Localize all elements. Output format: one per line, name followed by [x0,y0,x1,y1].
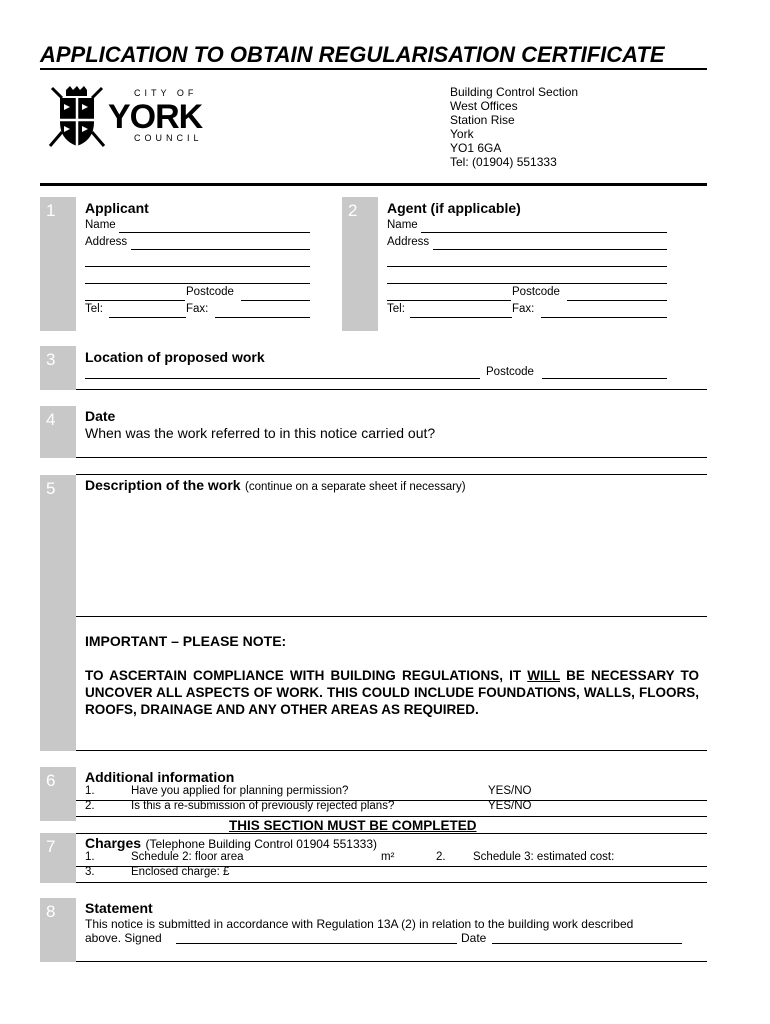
section-3-heading: Location of proposed work [85,349,265,365]
address-line: YO1 6GA [450,141,502,155]
agent-address-line-2[interactable] [387,254,667,267]
applicant-address-line-4[interactable] [85,288,185,301]
logo-york: YORK [108,98,203,136]
signature-field[interactable] [176,931,457,944]
location-postcode-field[interactable] [542,366,667,379]
description-area[interactable] [85,496,707,614]
agent-postcode-field[interactable] [567,288,667,301]
floor-area-unit: m² [381,851,395,863]
compliance-warning [85,667,699,718]
date-answer-field[interactable] [76,457,707,458]
signed-date-field[interactable] [492,931,682,944]
warning-text-1: TO ASCERTAIN COMPLIANCE WITH BUILDING REGULATIONS, IT [85,668,522,683]
info-item-1-text: Have you applied for planning permission? [131,785,349,797]
section-7-bottom-rule [76,882,707,883]
agent-postcode-label: Postcode [512,286,560,298]
section-6-bottom-rule [76,816,707,817]
agent-address-label: Address [387,236,430,248]
address-line: York [450,127,474,141]
enclosed-charge-field[interactable] [245,866,445,880]
section-8-bottom-rule [76,961,707,962]
floor-area-field[interactable] [262,851,380,865]
applicant-address-field[interactable] [131,237,310,250]
address-telephone: Tel: (01904) 551333 [450,155,557,169]
info-item-2-text: Is this a re-submission of previously rejected plans? [131,800,395,812]
must-complete-notice: THIS SECTION MUST BE COMPLETED [229,818,477,833]
section-2-heading: Agent (if applicable) [387,200,521,216]
section-5-note: (continue on a separate sheet if necessary) [245,481,466,493]
section-1-heading: Applicant [85,200,149,216]
signed-date-label: Date [461,931,487,945]
address-line: West Offices [450,99,518,113]
warning-text-2: BE NECESSARY TO UNCOVER ALL ASPECTS OF WORK. THIS COULD INCLUDE FOUNDATIONS, WALLS, FLOORS, ROOFS, DRAINAGE AND ANY OTHER AREAS AS REQUIRED. [85,668,699,717]
important-heading: IMPORTANT – PLEASE NOTE: [85,633,287,649]
resubmission-yes-no[interactable]: YES/NO [488,800,532,812]
signed-label: above. Signed [85,931,162,945]
agent-tel-field[interactable] [410,305,512,318]
agent-name-label: Name [387,219,418,231]
section-6-heading: Additional information [85,769,235,785]
city-of-york-logo [46,84,246,154]
floor-area-label: Schedule 2: floor area [131,851,244,863]
section-8-heading: Statement [85,900,153,916]
agent-address-line-3[interactable] [387,271,667,284]
section-7-top-rule [76,833,707,834]
section-5-number: 5 [40,475,76,751]
logo-council: COUNCIL [134,133,203,143]
page-title: APPLICATION TO OBTAIN REGULARISATION CERTIFICATE [40,42,665,67]
applicant-name-label: Name [85,219,116,231]
date-question: When was the work referred to in this notice carried out? [85,425,436,441]
location-field[interactable] [85,366,480,379]
applicant-fax-field[interactable] [215,305,310,318]
description-rule [76,616,707,617]
section-5-top-rule [76,474,707,475]
applicant-address-line-3[interactable] [85,271,310,284]
info-item-1-number: 1. [85,785,95,797]
section-2-number: 2 [342,197,378,331]
section-6-number: 6 [40,767,76,821]
section-5-heading-line [85,477,466,495]
section-3-number: 3 [40,346,76,390]
section-5-bottom-rule [76,750,707,751]
applicant-fax-label: Fax: [186,303,209,315]
address-line: Station Rise [450,113,515,127]
estimated-cost-label: Schedule 3: estimated cost: [473,851,615,863]
logo-city-of: CITY OF [134,88,198,98]
estimated-cost-field[interactable] [636,851,704,865]
applicant-postcode-field[interactable] [241,288,310,301]
section-7-number: 7 [40,833,76,883]
section-3-rule [76,389,707,390]
applicant-tel-field[interactable] [109,305,186,318]
section-7-heading: Charges [85,835,142,851]
section-8-number: 8 [40,898,76,962]
agent-address-line-4[interactable] [387,288,511,301]
agent-name-field[interactable] [421,220,667,233]
charge-item-2-number: 2. [436,851,446,863]
agent-tel-label: Tel: [387,303,405,315]
office-address [450,85,578,169]
charge-item-1-number: 1. [85,851,95,863]
section-4-number: 4 [40,406,76,458]
section-7-note: (Telephone Building Control 01904 551333) [145,837,377,851]
applicant-name-field[interactable] [119,220,310,233]
applicant-address-line-2[interactable] [85,254,310,267]
section-4-heading: Date [85,408,116,424]
charge-item-3-number: 3. [85,866,95,878]
info-item-2-number: 2. [85,800,95,812]
title-rule [40,68,707,70]
location-postcode-label: Postcode [486,366,534,378]
applicant-tel-label: Tel: [85,303,103,315]
address-line: Building Control Section [450,85,579,99]
statement-text: This notice is submitted in accordance with Regulation 13A (2) in relation to the building work described [85,917,634,931]
applicant-postcode-label: Postcode [186,286,234,298]
agent-address-field[interactable] [433,237,667,250]
section-5-heading: Description of the work [85,477,241,493]
enclosed-charge-label: Enclosed charge: £ [131,866,230,878]
warning-will: WILL [527,668,560,683]
agent-fax-field[interactable] [541,305,667,318]
section-1-number: 1 [40,197,76,331]
header-rule [40,183,707,186]
agent-fax-label: Fax: [512,303,535,315]
planning-permission-yes-no[interactable]: YES/NO [488,785,532,797]
crest-icon [46,84,108,154]
applicant-address-label: Address [85,236,128,248]
